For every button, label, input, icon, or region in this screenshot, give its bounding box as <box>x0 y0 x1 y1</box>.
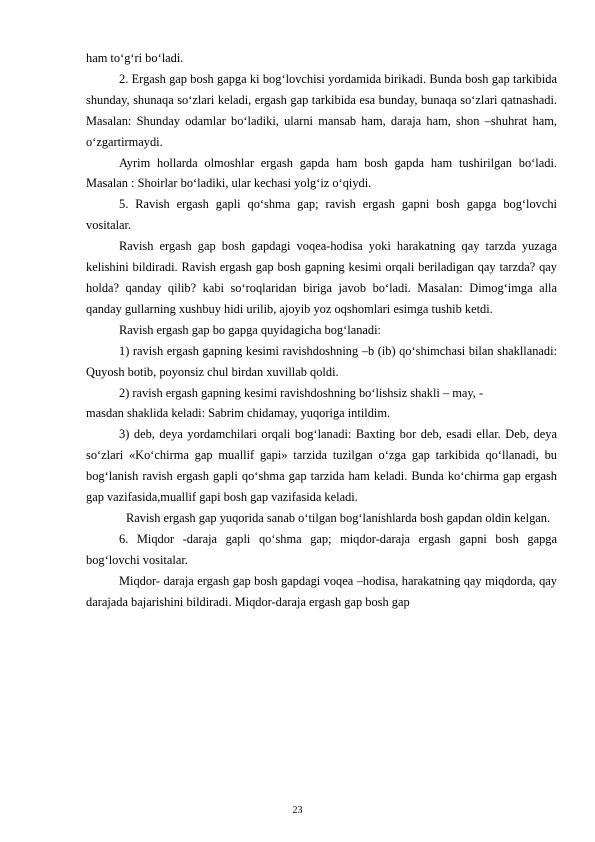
document-body <box>86 48 557 612</box>
section-heading-5: 5. Ravish ergash gapli qoʻshma gap; ravish ergash gapni bosh gapga bogʻlovchi vositalar. <box>86 197 557 233</box>
paragraph: Ravish ergash gap bosh gapdagi voqea-hodisa yoki harakatning qay tarzda yuzaga kelishini bildiradi. Ravish ergash gap bosh gapning kesimi orqali beriladigan qay tarzda? qay holda? qanday qilib? kabi soʻroqlaridan biriga javob boʻladi. Masalan: Dimogʻimga alla qanday gullarning xushbuy hidi urilib, ajoyib yoz oqshomlari esimga tushib ketdi. <box>86 239 557 316</box>
paragraph: Ravish ergash gap bo gapga quyidagicha bogʻlanadi: <box>119 322 381 337</box>
paragraph: 2. Ergash gap bosh gapga ki bogʻlovchisi yordamida birikadi. Bunda bosh gap tarkibida shunday, shunaqa soʻzlari keladi, ergash gap tarkibida esa bunday, bunaqa soʻzlari qatnashadi. Masalan: Shunday odamlar boʻladiki, ularni mansab ham, daraja ham, shon –shuhrat ham, oʻzgartirmaydi. <box>86 71 557 149</box>
paragraph: Miqdor- daraja ergash gap bosh gapdagi voqea –hodisa, harakatning qay miqdorda, qay darajada bajarishini bildiradi. Miqdor-daraja ergash gap bosh gap <box>86 573 557 609</box>
paragraph: Ravish ergash gap yuqorida sanab oʻtilgan bogʻlanishlarda bosh gapdan oldin kelgan. <box>126 510 551 525</box>
list-item: 1) ravish ergash gapning kesimi ravishdoshning –b (ib) qoʻshimchasi bilan shakllanadi: Quyosh botib, poyonsiz chul birdan xuvillab qoldi. <box>86 343 557 379</box>
section-heading-6: 6. Miqdor -daraja gapli qoʻshma gap; miqdor-daraja ergash gapni bosh gapga bogʻlovchi vositalar. <box>86 531 557 567</box>
list-item: 3) deb, deya yordamchilari orqali bogʻlanadi: Baxting bor deb, esadi ellar. Deb, deya soʻzlari «Koʻchirma gap muallif gapi» tarzida tuzilgan oʻzga gap tarkibida qoʻllanadi, bu bogʻlanish ravish ergash gapli qoʻshma gap tarzida ham keladi. Bunda koʻchirma gap ergash gap vazifasida,muallif gapi bosh gap vazifasida keladi. <box>86 427 557 505</box>
page-number: 23 <box>292 805 303 816</box>
list-item-continuation: masdan shaklida keladi: Sabrim chidamay, yuqoriga intildim. <box>86 406 391 421</box>
paragraph-continuation: ham toʻgʻri boʻladi. <box>86 51 184 65</box>
list-item: 2) ravish ergash gapning kesimi ravishdoshning boʻlishsiz shakli – may, - <box>119 385 484 400</box>
paragraph: Ayrim hollarda olmoshlar ergash gapda ham bosh gapda ham tushirilgan boʻladi. Masalan : Shoirlar boʻladiki, ular kechasi yolgʻiz oʻqiydi. <box>86 155 557 191</box>
